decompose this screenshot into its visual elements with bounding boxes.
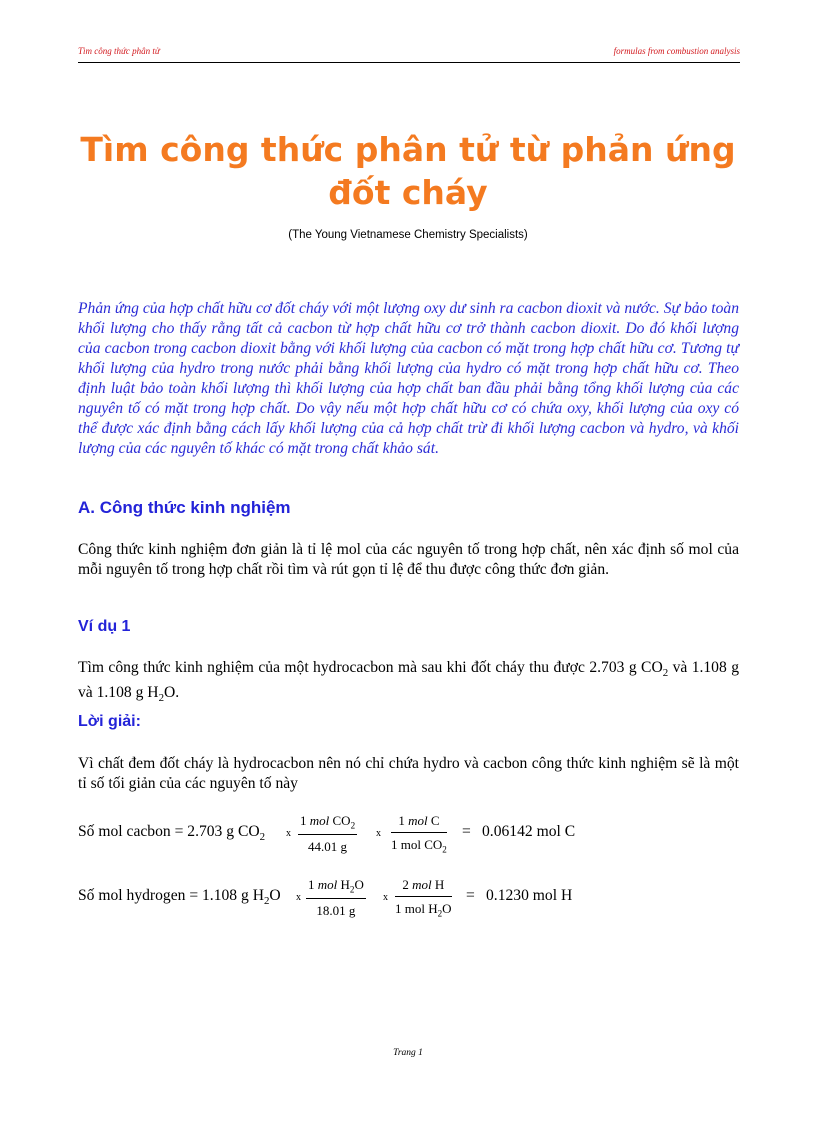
- example-text: Tìm công thức kinh nghiệm của một hydrocacbon mà sau khi đốt cháy thu được 2.703 g $CO_2$ và 1.108 g và 1.108 g $H_2O$.: [78, 659, 739, 705]
- carbon-fraction-2: 1 mol C 1 mol $CO_2$: [391, 813, 447, 855]
- example-heading: Ví dụ 1: [78, 618, 131, 635]
- hydrogen-times-1: x: [296, 892, 301, 903]
- carbon-equals: =: [462, 823, 471, 840]
- page-header: [78, 46, 740, 63]
- section-a-heading: A. Công thức kinh nghiệm: [78, 498, 291, 517]
- hydrogen-equation-lead: Số mol hydrogen = 1.108 g $H_2O$: [78, 887, 281, 908]
- solution-text: Vì chất đem đốt cháy là hydrocacbon nên nó chỉ chứa hydro và cacbon công thức kinh nghiệm sẽ là một tỉ số tối giản của các nguyên tố này: [78, 755, 739, 792]
- header-right-text: formulas from combustion analysis: [613, 46, 740, 56]
- carbon-fraction-1: 1 mol $CO_2$ 44.01 g: [300, 813, 356, 854]
- hydrogen-fraction-1: 1 mol $H_2O$ 18.01 g: [308, 877, 364, 918]
- solution-heading: Lời giải:: [78, 713, 141, 730]
- header-left-text: Tìm công thức phân tử: [78, 46, 160, 56]
- carbon-times-2: x: [376, 828, 381, 839]
- page-title: Tìm công thức phân tử từ phản ứng đốt cháy: [80, 130, 736, 212]
- hydrogen-times-2: x: [383, 892, 388, 903]
- hydrogen-equals: =: [466, 887, 475, 904]
- page-footer: Trang 1: [393, 1048, 423, 1058]
- hydrogen-fraction-2: 2 mol H 1 mol $H_2O$: [395, 877, 452, 919]
- page-subtitle: (The Young Vietnamese Chemistry Specialists): [288, 229, 528, 241]
- hydrogen-result: 0.1230 mol H: [486, 887, 573, 904]
- carbon-equation-lead: Số mol cacbon = 2.703 g $CO_2$: [78, 823, 266, 844]
- section-a-paragraph: Công thức kinh nghiệm đơn giản là tỉ lệ mol của các nguyên tố trong hợp chất, nên xác định số mol của mỗi nguyên tố trong hợp chất rồi tìm và rút gọn tỉ lệ để thu được công thức đơn giản.: [78, 541, 739, 578]
- carbon-result: 0.06142 mol C: [482, 823, 576, 840]
- carbon-times-1: x: [286, 828, 291, 839]
- intro-paragraph: Phản ứng của hợp chất hữu cơ đốt cháy với một lượng oxy dư sinh ra cacbon dioxit và nước. Sự bảo toàn khối lượng cho thấy rằng tất cả cacbon từ hợp chất hữu cơ trở thành cacbon dioxit. Do đó khối lượng của cacbon trong cacbon dioxit bằng với khối lượng của cacbon có mặt trong hợp chất hữu cơ. Tương tự khối lượng của hydro trong nước phải bằng khối lượng của hydro có mặt trong hợp chất hữu cơ. Theo định luật bảo toàn khối lượng thì khối lượng của hợp chất ban đầu phải bằng tổng khối lượng của các nguyên tố có mặt trong hợp chất. Do vậy nếu một hợp chất hữu cơ có chứa oxy, khối lượng của oxy có thể được xác định bằng cách lấy khối lượng của cả hợp chất trừ đi khối lượng cacbon và hydro, và khối lượng của các nguyên tố khác có mặt trong chất khảo sát.: [78, 300, 739, 457]
